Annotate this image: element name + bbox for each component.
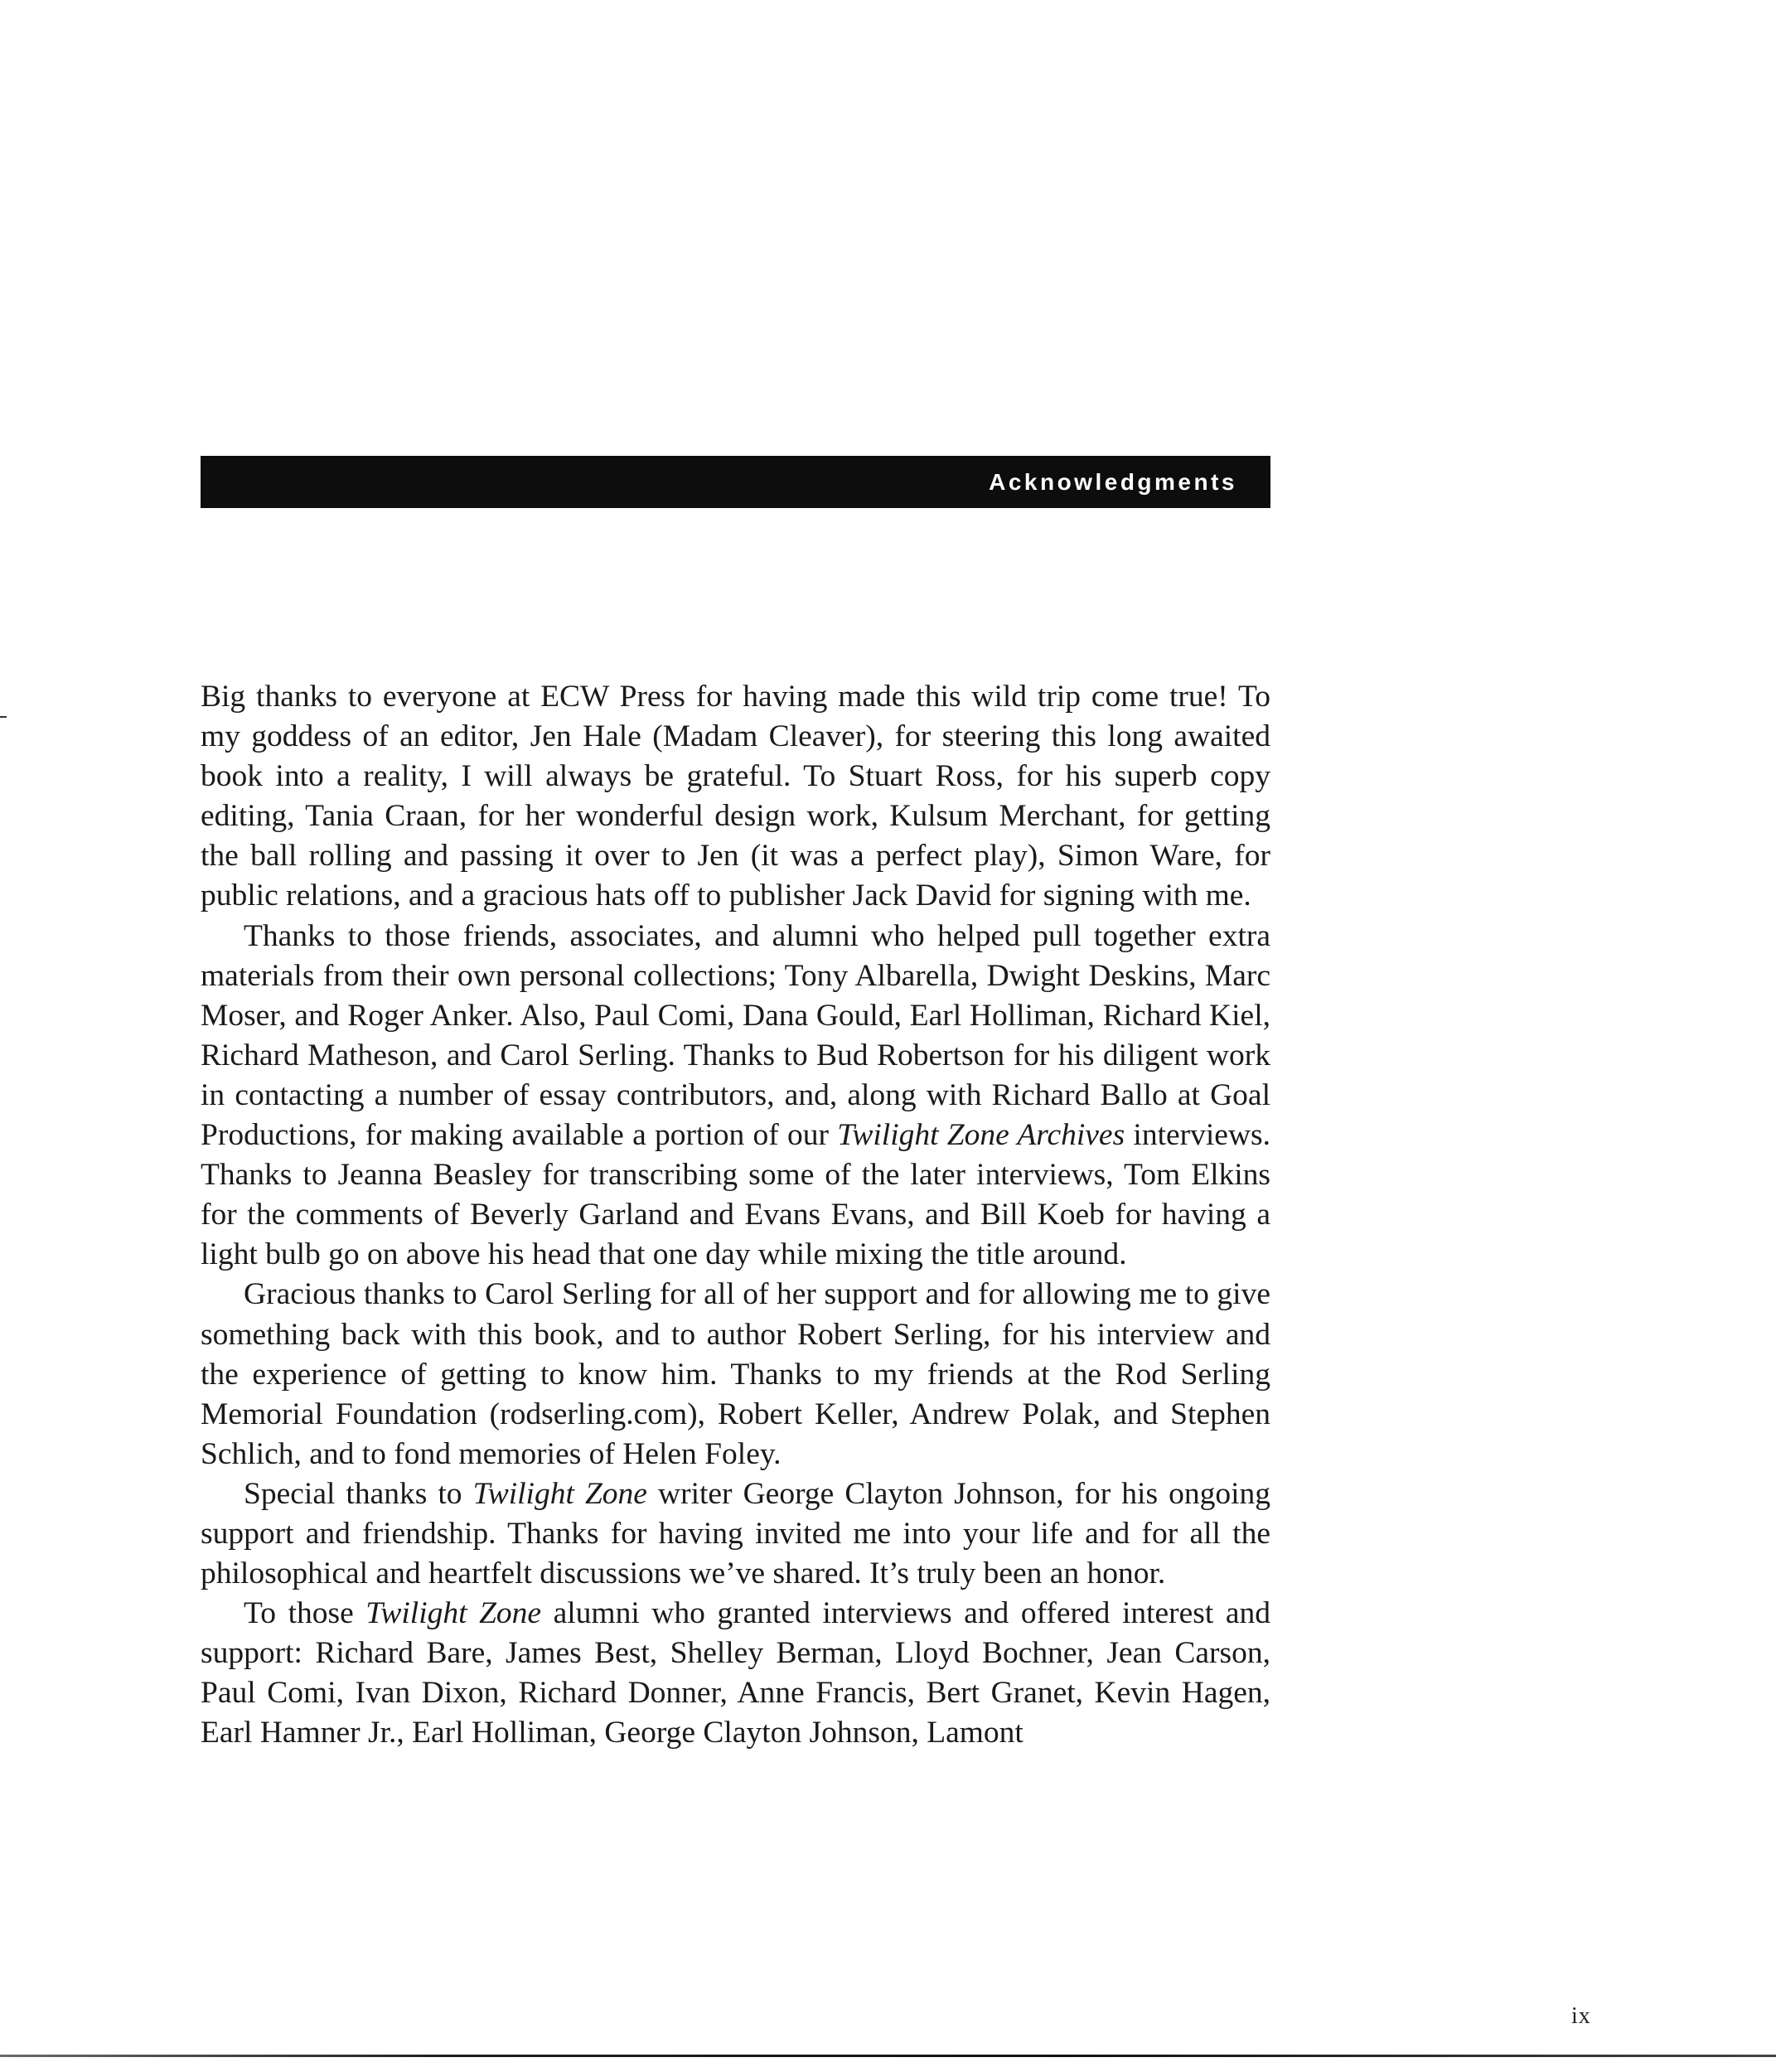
scan-mark	[0, 716, 7, 718]
body-text	[201, 677, 1270, 1754]
text-segment: interviews. Thanks to Jeanna Beasley for transcribing some of the later interviews, Tom Elkins for the comments of Beverly Garland and Evans Evans, and Bill Koeb for having a light bulb go on above his head that one day while mixing the title around.	[201, 1118, 1271, 1272]
paragraph	[201, 677, 1270, 917]
text-segment: Special thanks to	[244, 1476, 473, 1511]
paragraph	[201, 1594, 1270, 1753]
text-segment: writer George Clayton Johnson, for his ongoing support and friendship. Thanks for having invited me into your life and for all the philosophical and heartfelt discussions we’ve shared. It’s truly been an honor.	[201, 1476, 1271, 1591]
chapter-title: Acknowledgments	[989, 468, 1237, 495]
page-number: ix	[1571, 2003, 1591, 2029]
chapter-header-bar	[201, 456, 1270, 508]
text-segment: Gracious thanks to Carol Serling for all of her support and for allowing me to give something back with this book, and to author Robert Serling, for his interview and the experience of getting to know him. Thanks to my friends at the Rod Serling Memorial Foundation (rodserling.com), Robert Keller, Andrew Polak, and Stephen Schlich, and to fond memories of Helen Foley.	[201, 1277, 1270, 1471]
bottom-rule	[0, 2055, 1776, 2057]
text-segment: Big thanks to everyone at ECW Press for having made this wild trip come true! To my goddess of an editor, Jen Hale (Madam Cleaver), for steering this long awaited book into a reality, I will always be grateful. To Stuart Ross, for his superb copy editing, Tania Craan, for her wonderful design work, Kulsum Merchant, for getting the ball rolling and passing it over to Jen (it was a perfect play), Simon Ware, for public relations, and a gracious hats off to publisher Jack David for signing with me.	[201, 680, 1270, 913]
text-segment: To those	[244, 1596, 366, 1631]
text-segment: alumni who granted interviews and offered interest and support: Richard Bare, James Best, Shelley Berman, Lloyd Bochner, Jean Carson, Paul Comi, Ivan Dixon, Richard Donner, Anne Francis, Bert Granet, Kevin Hagen, Earl Hamner Jr., Earl Holliman, George Clayton Johnson, Lamont	[201, 1596, 1270, 1750]
italic-title: Twilight Zone	[365, 1596, 542, 1631]
paragraph	[201, 1275, 1270, 1474]
italic-title: Twilight Zone Archives	[837, 1118, 1125, 1153]
paragraph	[201, 1474, 1270, 1594]
italic-title: Twilight Zone	[472, 1476, 647, 1511]
paragraph	[201, 917, 1270, 1276]
text-segment: Thanks to those friends, associates, and alumni who helped pull together extra materials from their own personal collections; Tony Albarella, Dwight Deskins, Marc Moser, and Roger Anker. Also, Paul Comi, Dana Gould, Earl Holliman, Richard Kiel, Richard Matheson, and Carol Serling. Thanks to Bud Robertson for his diligent work in contacting a number of essay contributors, and, along with Richard Ballo at Goal Productions, for making available a portion of our	[201, 918, 1270, 1153]
